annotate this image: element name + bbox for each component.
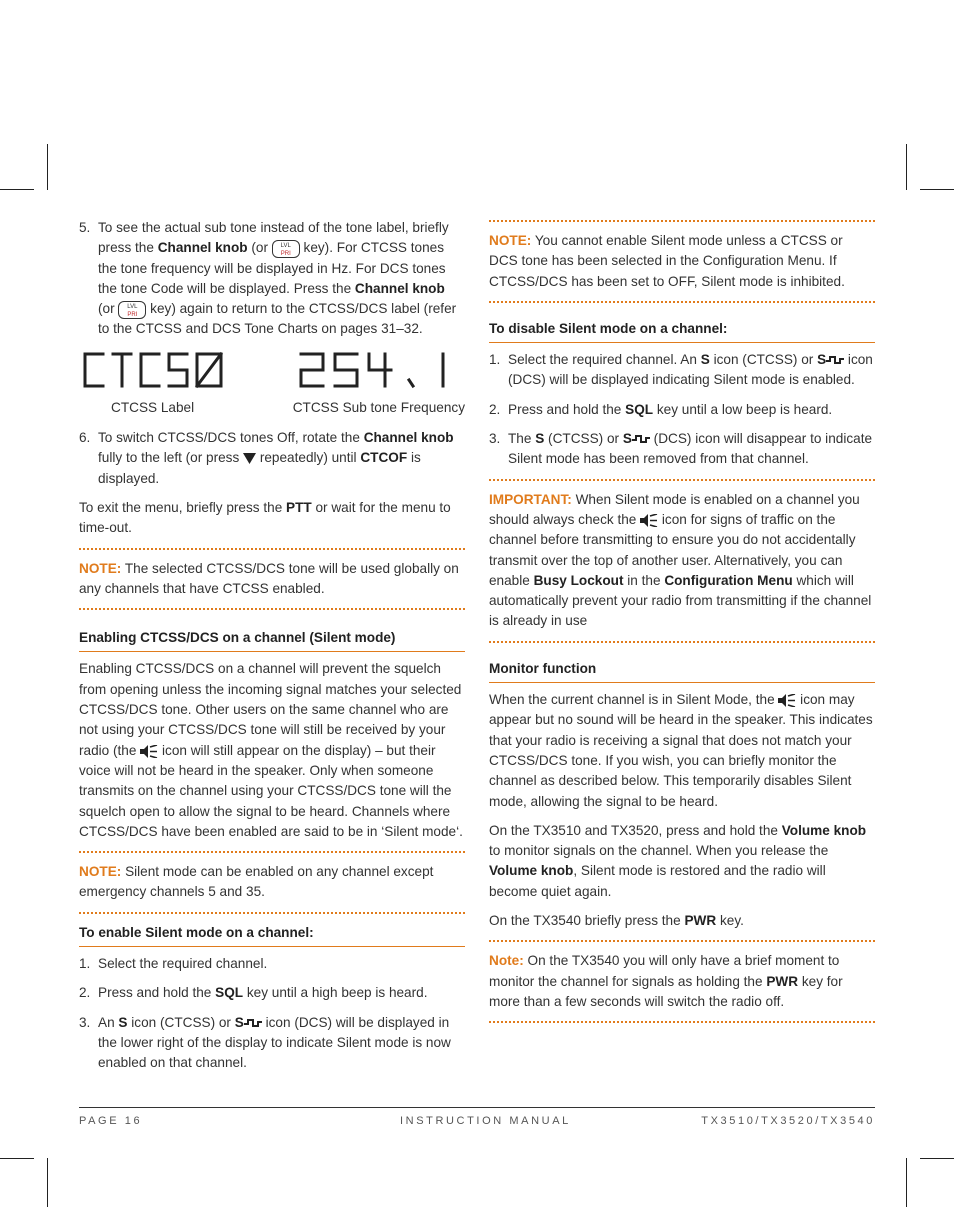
dcs-s-icon: S [622, 431, 632, 447]
ctcss-s-icon: S [535, 431, 545, 447]
dcs-s-icon: S [817, 352, 827, 368]
ctcss-s-icon: S [118, 1014, 128, 1030]
crop-mark [920, 1158, 954, 1159]
divider [489, 220, 875, 222]
enable-step-1: 1. Select the required channel. [79, 956, 268, 972]
ctcss-s-icon: S [700, 352, 710, 368]
disable-step-2: 2. Press and hold the SQL key until a low beep is heard. [489, 401, 833, 417]
lcd-ctcss-frequency [295, 350, 455, 390]
left-column [79, 218, 465, 1083]
crop-mark [906, 1158, 907, 1207]
important-note: IMPORTANT: When Silent mode is enabled on a channel you should always check the icon for signs of traffic on the channel before transmitting to ensure you do not accidentally transmit over the top of another user. Alternatively, you can enable Busy Lockout in the Configuration Menu which will automatically prevent your radio from transmitting if the channel is already in use [489, 491, 872, 629]
divider [489, 940, 875, 942]
monitor-paragraph-3: On the TX3540 briefly press the PWR key. [489, 913, 744, 929]
crop-mark [906, 144, 907, 190]
footer-models: TX3510/TX3520/TX3540 [701, 1115, 875, 1127]
divider [489, 1021, 875, 1023]
lcd-display-illustration [79, 350, 465, 390]
speaker-icon [140, 745, 158, 758]
lvl-pri-key-icon: LVL PRI [272, 240, 300, 258]
disable-heading: To disable Silent mode on a channel: [489, 319, 875, 343]
lcd-ctcss-label [79, 350, 229, 390]
step-5: 5. To see the actual sub tone instead of the tone label, briefly press the Channel knob (or LVL PRI key). For CTCSS tones the tone frequency will be displayed in Hz. For DCS tones the tone Code will be displayed. Press the Channel knob (or LVL PRI key) again to return to the CTCSS/DCS label (refer to the CTCSS and DCS Tone Charts on pages 31–32. [79, 220, 457, 337]
divider [79, 548, 465, 550]
crop-mark [0, 1158, 34, 1159]
down-arrow-icon [243, 453, 256, 464]
enabling-paragraph: Enabling CTCSS/DCS on a channel will prevent the squelch from opening unless the incoming signal matches your selected CTCSS/DCS tone. Other users on the same channel who are not using your CTCSS/DCS tone will still be received by your radio (the icon will still appear on the display) – but their voice will not be heard in the speaker. Only when someone transmits on the channel using your CTCSS/DCS tone will the squelch open to allow the signal to be heard. Channels where CTCSS/DCS have been enabled are said to be in ‘Silent mode‘. [79, 661, 463, 839]
enable-step-2: 2. Press and hold the SQL key until a high beep is heard. [79, 985, 428, 1001]
note-emergency: NOTE: Silent mode can be enabled on any channel except emergency channels 5 and 35. [79, 864, 434, 900]
enable-heading: To enable Silent mode on a channel: [79, 923, 465, 947]
crop-mark [0, 189, 34, 190]
monitor-paragraph-1: When the current channel is in Silent Mode, the icon may appear but no sound will be heard in the speaker. This indicates that your radio is receiving a signal that does not match your CTCSS/DCS tone. If you wish, you can briefly monitor the channel as described below. This temporarily disables Silent mode, allowing the signal to be heard. [489, 692, 873, 809]
divider [79, 608, 465, 610]
crop-mark [47, 1158, 48, 1207]
right-column [489, 218, 875, 1032]
lcd-labels: CTCSS Label CTCSS Sub tone Frequency [111, 399, 465, 415]
divider [489, 641, 875, 643]
divider [489, 301, 875, 303]
monitor-heading: Monitor function [489, 659, 875, 683]
footer-title: INSTRUCTION MANUAL [400, 1115, 571, 1127]
enable-step-3: 3. An S icon (CTCSS) or S icon (DCS) will be displayed in the lower right of the display to indicate Silent mode is now enabled on that channel. [79, 1014, 451, 1071]
crop-mark [47, 144, 48, 190]
dcs-wave-icon [244, 1019, 262, 1028]
speaker-icon [778, 694, 796, 707]
disable-step-1: 1. Select the required channel. An S icon (CTCSS) or S icon (DCS) will be displayed indicating Silent mode is enabled. [489, 352, 873, 388]
exit-paragraph: To exit the menu, briefly press the PTT or wait for the menu to time-out. [79, 499, 451, 536]
page-footer [79, 1107, 875, 1127]
note-config: NOTE: You cannot enable Silent mode unless a CTCSS or DCS tone has been selected in the Configuration Menu. If CTCSS/DCS has been set to OFF, Silent mode is inhibited. [489, 233, 845, 289]
note-global-tone: NOTE: The selected CTCSS/DCS tone will be used globally on any channels that have CTCSS enabled. [79, 560, 459, 596]
lvl-pri-key-icon: LVL PRI [118, 301, 146, 319]
dcs-s-icon: S [234, 1014, 244, 1030]
speaker-icon [640, 514, 658, 527]
step-6: 6. To switch CTCSS/DCS tones Off, rotate the Channel knob fully to the left (or press repeatedly) until CTCOF is displayed. [79, 430, 454, 486]
enabling-heading: Enabling CTCSS/DCS on a channel (Silent mode) [79, 628, 465, 652]
divider [79, 851, 465, 853]
divider [489, 479, 875, 481]
disable-step-3: 3. The S (CTCSS) or S (DCS) icon will disappear to indicate Silent mode has been removed from that channel. [489, 431, 873, 467]
monitor-paragraph-2: On the TX3510 and TX3520, press and hold the Volume knob to monitor signals on the channel. When you release the Volume knob, Silent mode is restored and the radio will become quiet again. [489, 822, 867, 899]
dcs-wave-icon [826, 356, 844, 365]
note-tx3540: Note: On the TX3540 you will only have a brief moment to monitor the channel for signals as holding the PWR key for more than a few seconds will switch the radio off. [489, 953, 843, 1009]
crop-mark [920, 189, 954, 190]
dcs-wave-icon [632, 435, 650, 444]
page-number: PAGE 16 [79, 1115, 143, 1127]
divider [79, 912, 465, 914]
